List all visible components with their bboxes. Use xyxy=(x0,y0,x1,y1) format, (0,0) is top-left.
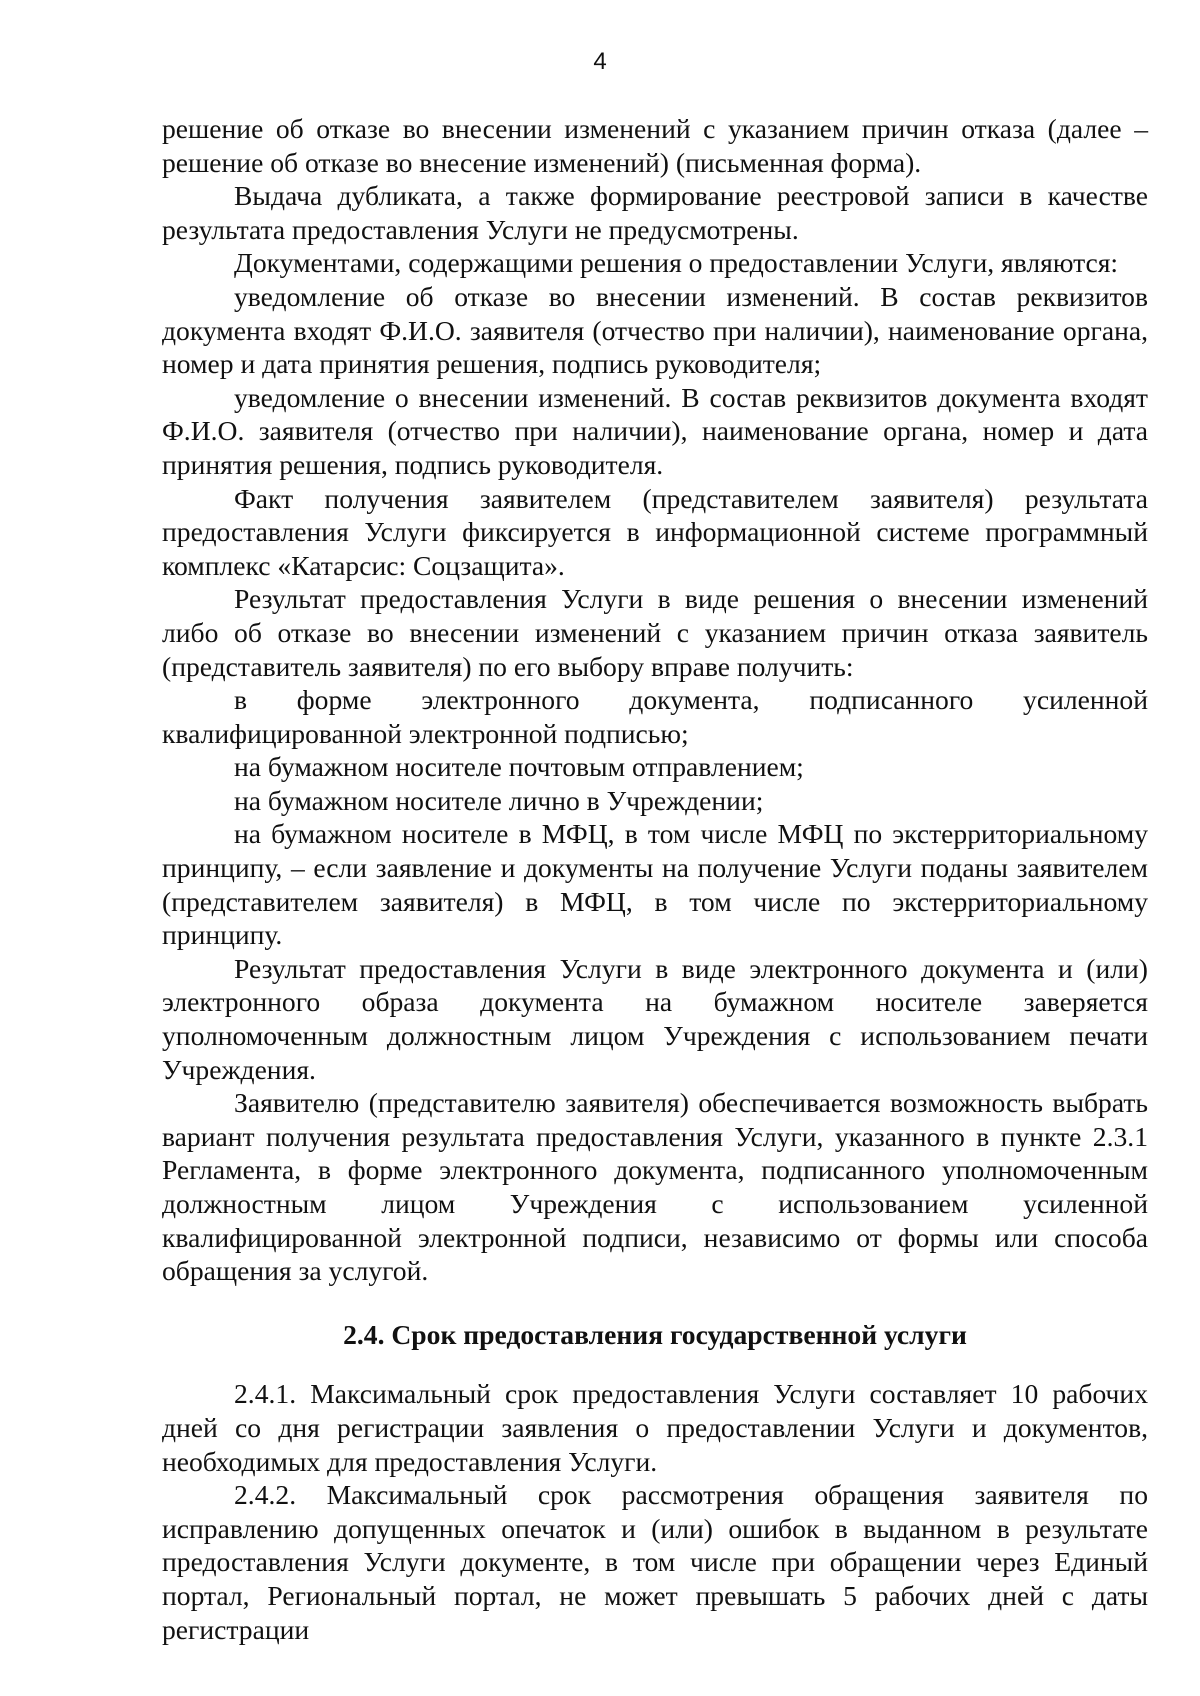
paragraph: на бумажном носителе почтовым отправлением; xyxy=(234,751,804,783)
paragraph: в форме электронного документа, подписанного усиленной квалифицированной электронной подписью; xyxy=(162,684,1148,749)
paragraph: Документами, содержащими решения о предоставлении Услуги, являются: xyxy=(234,247,1119,279)
section-heading: 2.4. Срок предоставления государственной услуги xyxy=(343,1318,967,1350)
paragraph: уведомление о внесении изменений. В состав реквизитов документа входят Ф.И.О. заявителя (отчество при наличии), наименование органа, номер и дата принятия решения, подпись руководителя. xyxy=(162,381,1148,480)
paragraph: 2.4.2. Максимальный срок рассмотрения обращения заявителя по исправлению допущенных опечаток и (или) ошибок в выданном в результате предоставления Услуги документе, в том числе при обращении через Единый портал, Региональный портал, не может превышать 5 рабочих дней с даты регистрации xyxy=(162,1479,1148,1645)
paragraph: уведомление об отказе во внесении изменений. В состав реквизитов документа входят Ф.И.О. заявителя (отчество при наличии), наименование органа, номер и дата принятия решения, подпись руководителя; xyxy=(162,280,1148,380)
paragraph: на бумажном носителе в МФЦ, в том числе МФЦ по экстерриториальному принципу, – если заявление и документы на получение Услуги поданы заявителем (представителем заявителя) в МФЦ, в том числе по экстерриториальному принципу. xyxy=(162,818,1148,951)
paragraph: Результат предоставления Услуги в виде решения о внесении изменений либо об отказе во внесении изменений с указанием причин отказа заявитель (представитель заявителя) по его выбору вправе получить: xyxy=(162,583,1148,682)
paragraph: решение об отказе во внесении изменений с указанием причин отказа (далее – решение об отказе во внесение изменений) (письменная форма). xyxy=(162,113,1148,178)
document-body xyxy=(162,112,1148,1646)
paragraph: Выдача дубликата, а также формирование реестровой записи в качестве результата предоставления Услуги не предусмотрены. xyxy=(162,180,1148,245)
page-number: 4 xyxy=(593,48,607,75)
paragraph: Факт получения заявителем (представителем заявителя) результата предоставления Услуги фиксируется в информационной системе программный комплекс «Катарсис: Соцзащита». xyxy=(162,482,1148,581)
paragraph: Результат предоставления Услуги в виде электронного документа и (или) электронного образа документа на бумажном носителе заверяется уполномоченным должностным лицом Учреждения с использованием печати Учреждения. xyxy=(162,952,1148,1085)
paragraph: на бумажном носителе лично в Учреждении; xyxy=(234,784,764,816)
paragraph: 2.4.1. Максимальный срок предоставления Услуги составляет 10 рабочих дней со дня регистрации заявления о предоставлении Услуги и документов, необходимых для предоставления Услуги. xyxy=(162,1378,1148,1477)
paragraph: Заявителю (представителю заявителя) обеспечивается возможность выбрать вариант получения результата предоставления Услуги, указанного в пункте 2.3.1 Регламента, в форме электронного документа, подписанного уполномоченным должностным лицом Учреждения с использованием усиленной квалифицированной электронной подписи, независимо от формы или способа обращения за услугой. xyxy=(162,1087,1148,1287)
